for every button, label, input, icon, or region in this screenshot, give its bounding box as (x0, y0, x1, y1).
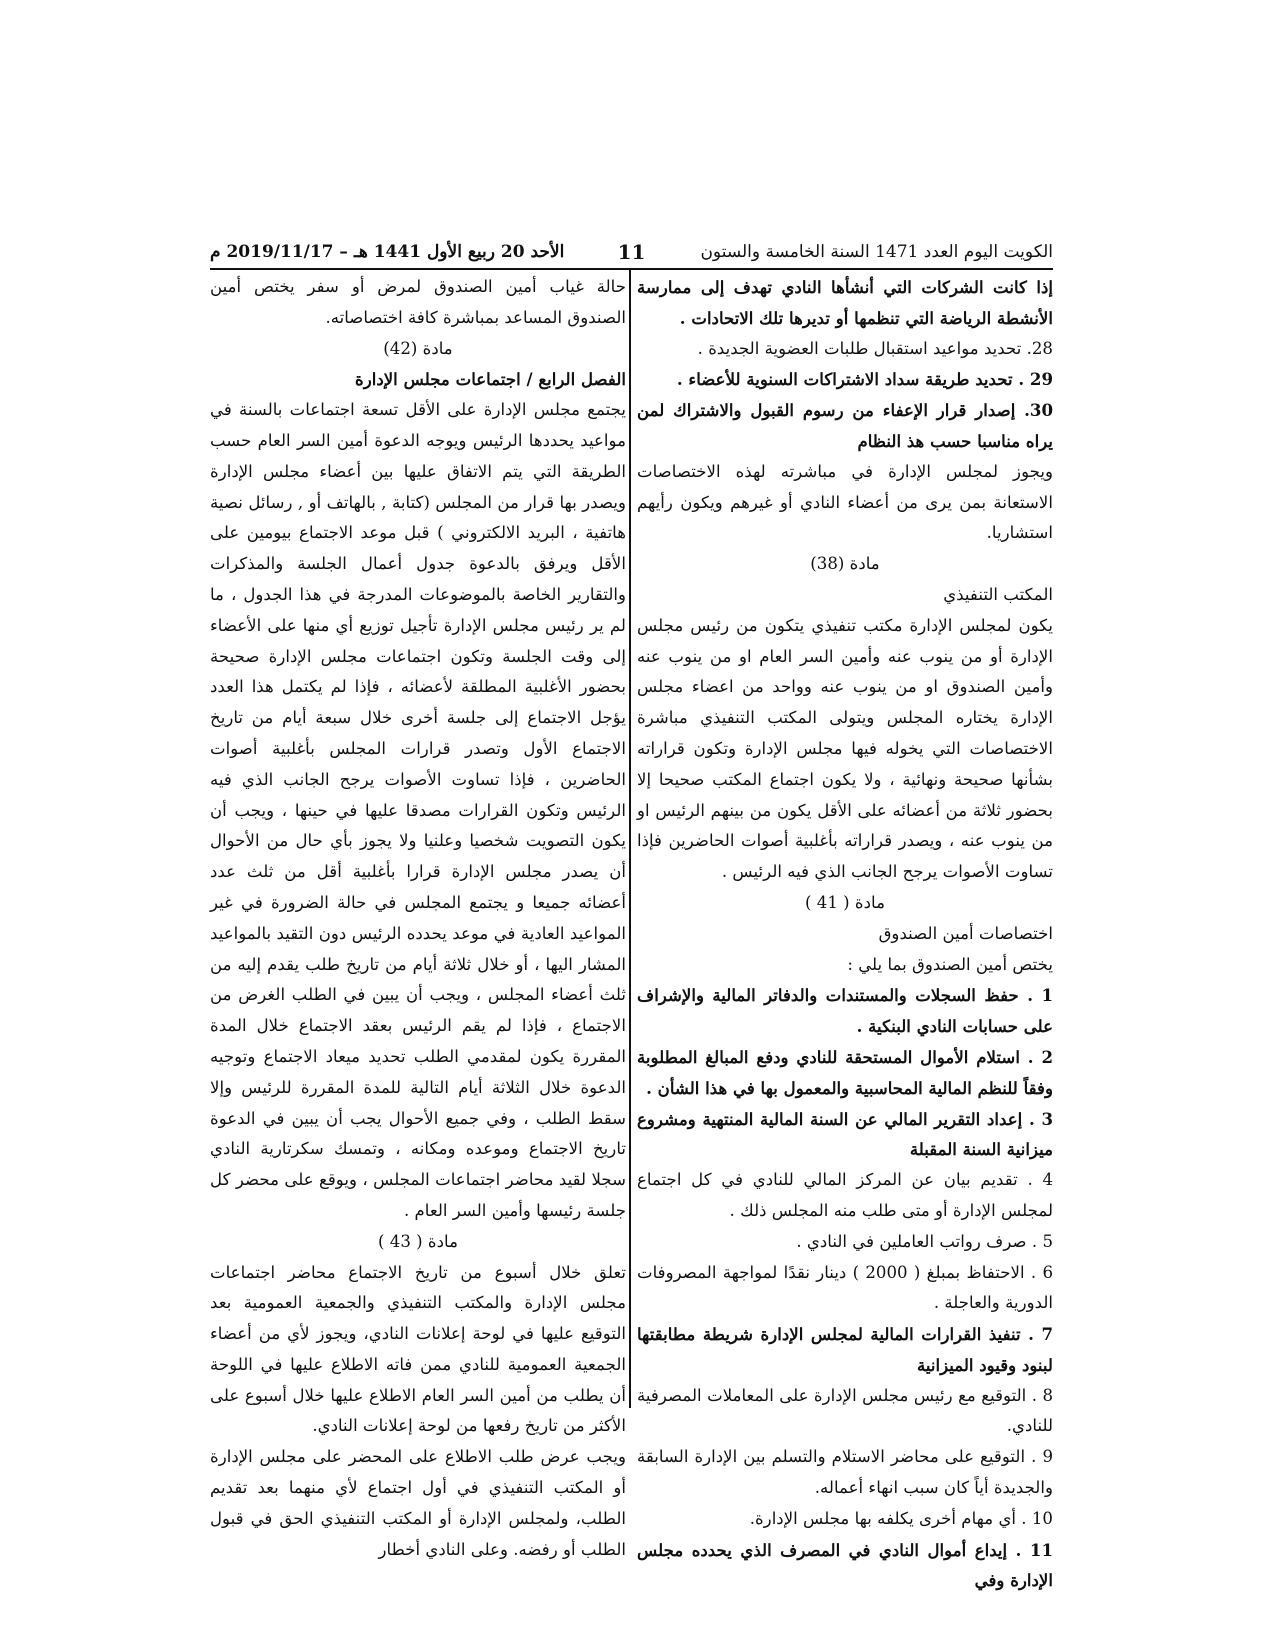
list-item: 6 . الاحتفاظ بمبلغ ( 2000 ) دينار نقدًا لمواجهة المصروفات الدورية والعاجلة . (637, 1262, 1053, 1313)
list-item: 29 . تحديد طريقة سداد الاشتراكات السنوية للأعضاء . (676, 369, 1053, 390)
list-item: 11 . إيداع أموال النادي في المصرف الذي يحدده مجلس الإدارة وفي (637, 1539, 1053, 1591)
paragraph: يجتمع مجلس الإدارة على الأقل تسعة اجتماعات بالسنة في مواعيد يحددها الرئيس ويوجه الدعوة أمين السر العام حسب الطريقة التي يتم الاتفاق عليها بين أعضاء مجلس الإدارة ويصدر بها قرار من المجلس (كتابة , بالهاتف أو , رسائل نصية هاتفية ، البريد الالكتروني ) قبل موعد الاجتماع بيومين على الأقل ويرفق بالدعوة جدول أعمال الجلسة والمذكرات والتقارير الخاصة بالموضوعات المدرجة في هذا الجدول ، ما لم ير رئيس مجلس الإدارة تأجيل توزيع أي منها على الأعضاء إلى وقت الجلسة وتكون اجتماعات مجلس الإدارة صحيحة بحضور الأغلبية المطلقة لأعضائه ، فإذا لم يكتمل هذا العدد يؤجل الاجتماع إلى جلسة أخرى خلال سبعة أيام من تاريخ الاجتماع الأول وتصدر قرارات المجلس بأغلبية أصوات الحاضرين ، فإذا تساوت الأصوات يرجح الجانب الذي فيه الرئيس وتكون القرارات مصدقا عليها في حينها ، ويجب أن يكون التصويت شخصيا وعلنيا ولا يجوز بأي حال من الأحوال أن يصدر مجلس الإدارة قرارا بأغلبية أقل من ثلث عدد أعضائه جميعا و يجتمع المجلس في حالة الضرورة في غير المواعيد العادية في موعد يحدده الرئيس دون التقيد بالمواعيد المشار اليها ، أو خلال ثلاثة أيام من تاريخ طلب يقدم إليه من ثلث أعضاء المجلس ، ويجب أن يبين في الطلب الغرض من الاجتماع ، فإذا لم يقم الرئيس بعقد الاجتماع خلال المدة المقررة يكون لمقدمي الطلب تحديد ميعاد الاجتماع وتوجيه الدعوة خلال الثلاثة أيام التالية للمدة المقررة للرئيس وإلا سقط الطلب ، وفي جميع الأحوال يجب أن يبين في الدعوة تاريخ الاجتماع وموعده ومكانه ، وتمسك سكرتارية النادي سجلا لقيد محاضر اجتماعات المجلس ، ويوقع على محضر كل جلسة رئيسها وأمين السر العام . (210, 400, 626, 1220)
chapter-heading: الفصل الرابع / اجتماعات مجلس الإدارة (355, 369, 626, 390)
list-item: 4 . تقديم بيان عن المركز المالي للنادي في كل اجتماع لمجلس الإدارة أو متى طلب منه المجلس ذلك . (637, 1170, 1053, 1220)
paragraph: ويجب عرض طلب الاطلاع على المحضر على مجلس الإدارة أو المكتب التنفيذي في أول اجتماع لأي منهما بعد تقديم الطلب، ولمجلس الإدارة أو المكتب التنفيذي الحق في قبول الطلب أو رفضه. وعلى النادي أخطار (210, 1447, 626, 1559)
left-column (210, 272, 626, 1565)
article-title: مادة ( 41 ) (805, 892, 885, 912)
paragraph: إذا كانت الشركات التي أنشأها النادي تهدف إلى ممارسة الأنشطة الرياضة التي تنظمها أو تديرها تلك الاتحادات . (637, 277, 1053, 328)
right-column (637, 272, 1053, 1596)
paragraph: تعلق خلال أسبوع من تاريخ الاجتماع محاضر اجتماعات مجلس الإدارة والمكتب التنفيذي والجمعية العمومية بعد التوقيع عليها في لوحة إعلانات النادي، ويجوز لأي من أعضاء الجمعية العمومية للنادي ممن فاته الاطلاع عليها في اللوحة أن يطلب من أمين السر العام الاطلاع عليها خلال أسبوع على الأكثر من تاريخ رفعها من لوحة إعلانات النادي. (210, 1262, 626, 1436)
section-heading: المكتب التنفيذي (943, 584, 1053, 604)
article-title: مادة (38) (810, 554, 880, 574)
page-header (210, 236, 1053, 270)
paragraph: يختص أمين الصندوق بما يلي : (847, 954, 1053, 974)
column-divider (629, 268, 631, 1408)
list-item: 10 . أي مهام أخرى يكلفه بها مجلس الإدارة. (749, 1508, 1053, 1528)
list-item: 8 . التوقيع مع رئيس مجلس الإدارة على المعاملات المصرفية للنادي. (637, 1385, 1053, 1436)
article-title: مادة (42) (383, 338, 453, 358)
paragraph: يكون لمجلس الإدارة مكتب تنفيذي يتكون من رئيس مجلس الإدارة أو من ينوب عنه وأمين السر العام او من ينوب عنه وأمين الصندوق او من ينوب عنه وواحد من اعضاء مجلس الإدارة يختاره المجلس ويتولى المكتب التنفيذي مباشرة الاختصاصات التي يخوله فيها مجلس الإدارة وتكون قراراته بشأنها صحيحة ونهائية ، ولا يكون اجتماع المكتب صحيحا إلا بحضور ثلاثة من أعضائه على الأقل يكون من بينهم الرئيس او من ينوب عنه ، ويصدر قراراته بأغلبية أصوات الحاضرين فإذا تساوت الأصوات يرجح الجانب الذي فيه الرئيس . (637, 615, 1053, 882)
issue-date: الأحد 20 ربيع الأول 1441 هـ – 2019/11/17 م (210, 242, 565, 262)
section-heading: اختصاصات أمين الصندوق (878, 923, 1053, 943)
list-item: 9 . التوقيع على محاضر الاستلام والتسلم بين الإدارة السابقة والجديدة أياً كان سبب انهاء أعماله. (637, 1447, 1053, 1498)
list-item: 2 . استلام الأموال المستحقة للنادي ودفع المبالغ المطلوبة وفقاً للنظم المالية المحاسبية والمعمول بها في هذا الشأن . (637, 1046, 1053, 1098)
article-title: مادة ( 43 ) (378, 1231, 458, 1251)
list-item: 3 . إعداد التقرير المالي عن السنة المالية المنتهية ومشروع ميزانية السنة المقبلة (637, 1108, 1053, 1160)
list-item: 1 . حفظ السجلات والمستندات والدفاتر المالية والإشراف على حسابات النادي البنكية . (637, 985, 1053, 1037)
list-item: 5 . صرف رواتب العاملين في النادي . (796, 1231, 1053, 1251)
paragraph: ويجوز لمجلس الإدارة في مباشرته لهذه الاختصاصات الاستعانة بمن يرى من أعضاء النادي أو غيرهم ويكون رأيهم استشاريا. (637, 461, 1053, 543)
paragraph: حالة غياب أمين الصندوق لمرض أو سفر يختص أمين الصندوق المساعد بمباشرة كافة اختصاصاته. (210, 277, 626, 327)
page-number: 11 (617, 240, 646, 264)
newspaper-issue-info: الكويت اليوم العدد 1471 السنة الخامسة والستون (700, 242, 1053, 262)
list-item: 7 . تنفيذ القرارات المالية لمجلس الإدارة شريطة مطابقتها لبنود وقيود الميزانية (637, 1324, 1053, 1375)
list-item: 28. تحديد مواعيد استقبال طلبات العضوية الجديدة . (697, 338, 1053, 358)
list-item: 30. إصدار قرار الإعفاء من رسوم القبول والاشتراك لمن يراه مناسبا حسب هذ النظام (637, 400, 1053, 451)
